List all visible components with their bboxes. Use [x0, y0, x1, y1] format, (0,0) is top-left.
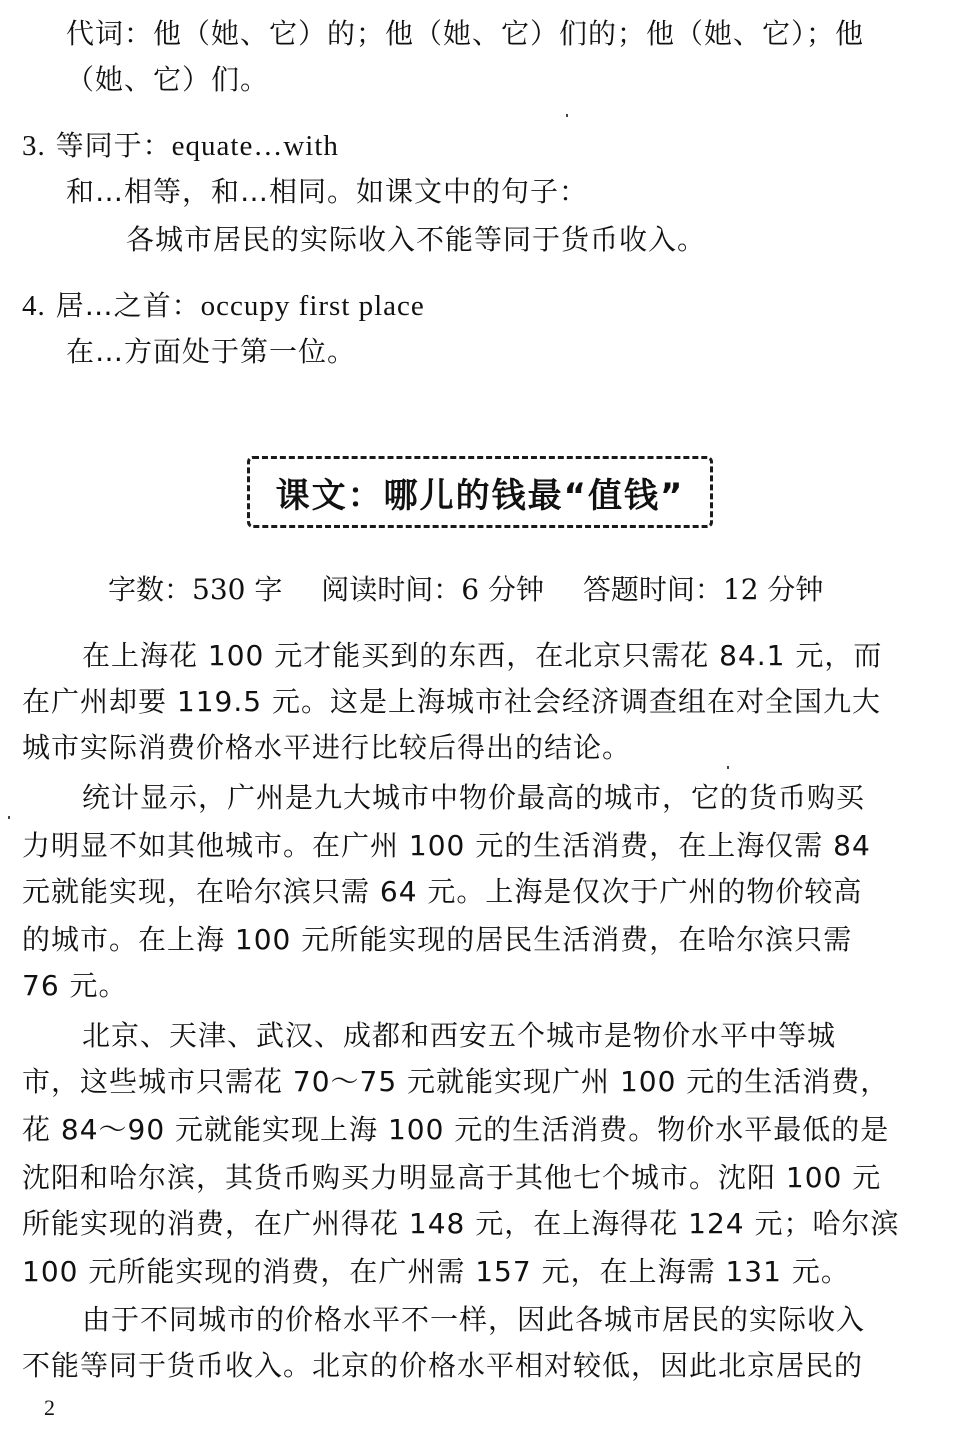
- vocab-item-english: equate…with: [171, 130, 339, 162]
- paragraph-3-line-6: 100 元所能实现的消费，在广州需 157 元，在上海需 131 元。: [22, 1255, 850, 1288]
- scan-speck: [727, 766, 729, 769]
- vocab-item-number: 3.: [22, 130, 46, 162]
- lesson-title: 课文：哪儿的钱最“值钱”: [275, 475, 685, 516]
- paragraph-3-line-5: 所能实现的消费，在广州得花 148 元，在上海得花 124 元；哈尔滨: [22, 1207, 900, 1240]
- page-number: 2: [44, 1395, 55, 1420]
- paragraph-1-line-2: 在广州却要 119.5 元。这是上海城市社会经济调查组在对全国九大: [22, 685, 881, 718]
- vocab-item-number: 4.: [22, 290, 46, 322]
- paragraph-2-line-3: 元就能实现，在哈尔滨只需 64 元。上海是仅次于广州的物价较高: [22, 875, 863, 908]
- scan-speck: [566, 114, 568, 117]
- paragraph-2-line-2: 力明显不如其他城市。在广州 100 元的生活消费，在上海仅需 84: [22, 829, 871, 862]
- reading-time: 阅读时间：6 分钟: [321, 573, 544, 606]
- word-count: 字数：530 字: [108, 573, 283, 606]
- paragraph-2-line-4: 的城市。在上海 100 元所能实现的居民生活消费，在哈尔滨只需: [22, 923, 853, 956]
- paragraph-1-line-1: 在上海花 100 元才能买到的东西，在北京只需花 84.1 元，而: [82, 639, 883, 672]
- scan-speck: [8, 816, 10, 819]
- vocab-continued-line-2: （她、它）们。: [66, 63, 270, 96]
- vocab-item-english: occupy first place: [200, 290, 425, 322]
- paragraph-3-line-3: 花 84～90 元就能实现上海 100 元的生活消费。物价水平最低的是: [22, 1113, 890, 1146]
- vocab-continued-line-1: 代词：他（她、它）的；他（她、它）们的；他（她、它）；他: [66, 17, 865, 50]
- paragraph-3-line-1: 北京、天津、武汉、成都和西安五个城市是物价水平中等城: [82, 1019, 837, 1052]
- lesson-title-frame: [247, 456, 713, 528]
- paragraph-3-line-4: 沈阳和哈尔滨，其货币购买力明显高于其他七个城市。沈阳 100 元: [22, 1161, 882, 1194]
- vocab-item-3-example: 各城市居民的实际收入不能等同于货币收入。: [126, 223, 707, 256]
- vocab-item-3-heading: [22, 126, 339, 166]
- vocab-item-4-heading: [22, 286, 425, 326]
- answer-time: 答题时间：12 分钟: [582, 573, 824, 606]
- vocab-item-term: 等同于：: [55, 129, 172, 162]
- lesson-meta: [108, 570, 823, 610]
- vocab-item-term: 居…之首：: [55, 289, 201, 322]
- vocab-item-4-definition: 在…方面处于第一位。: [66, 335, 357, 368]
- paragraph-4-line-1: 由于不同城市的价格水平不一样，因此各城市居民的实际收入: [82, 1303, 866, 1336]
- paragraph-2-line-1: 统计显示，广州是九大城市中物价最高的城市，它的货币购买: [82, 781, 866, 814]
- paragraph-4-line-2: 不能等同于货币收入。北京的价格水平相对较低，因此北京居民的: [22, 1349, 864, 1382]
- paragraph-1-line-3: 城市实际消费价格水平进行比较后得出的结论。: [22, 731, 632, 764]
- vocab-item-3-definition: 和…相等，和…相同。如课文中的句子：: [66, 175, 589, 208]
- paragraph-3-line-2: 市，这些城市只需花 70～75 元就能实现广州 100 元的生活消费，: [22, 1065, 890, 1098]
- paragraph-2-line-5: 76 元。: [22, 969, 128, 1002]
